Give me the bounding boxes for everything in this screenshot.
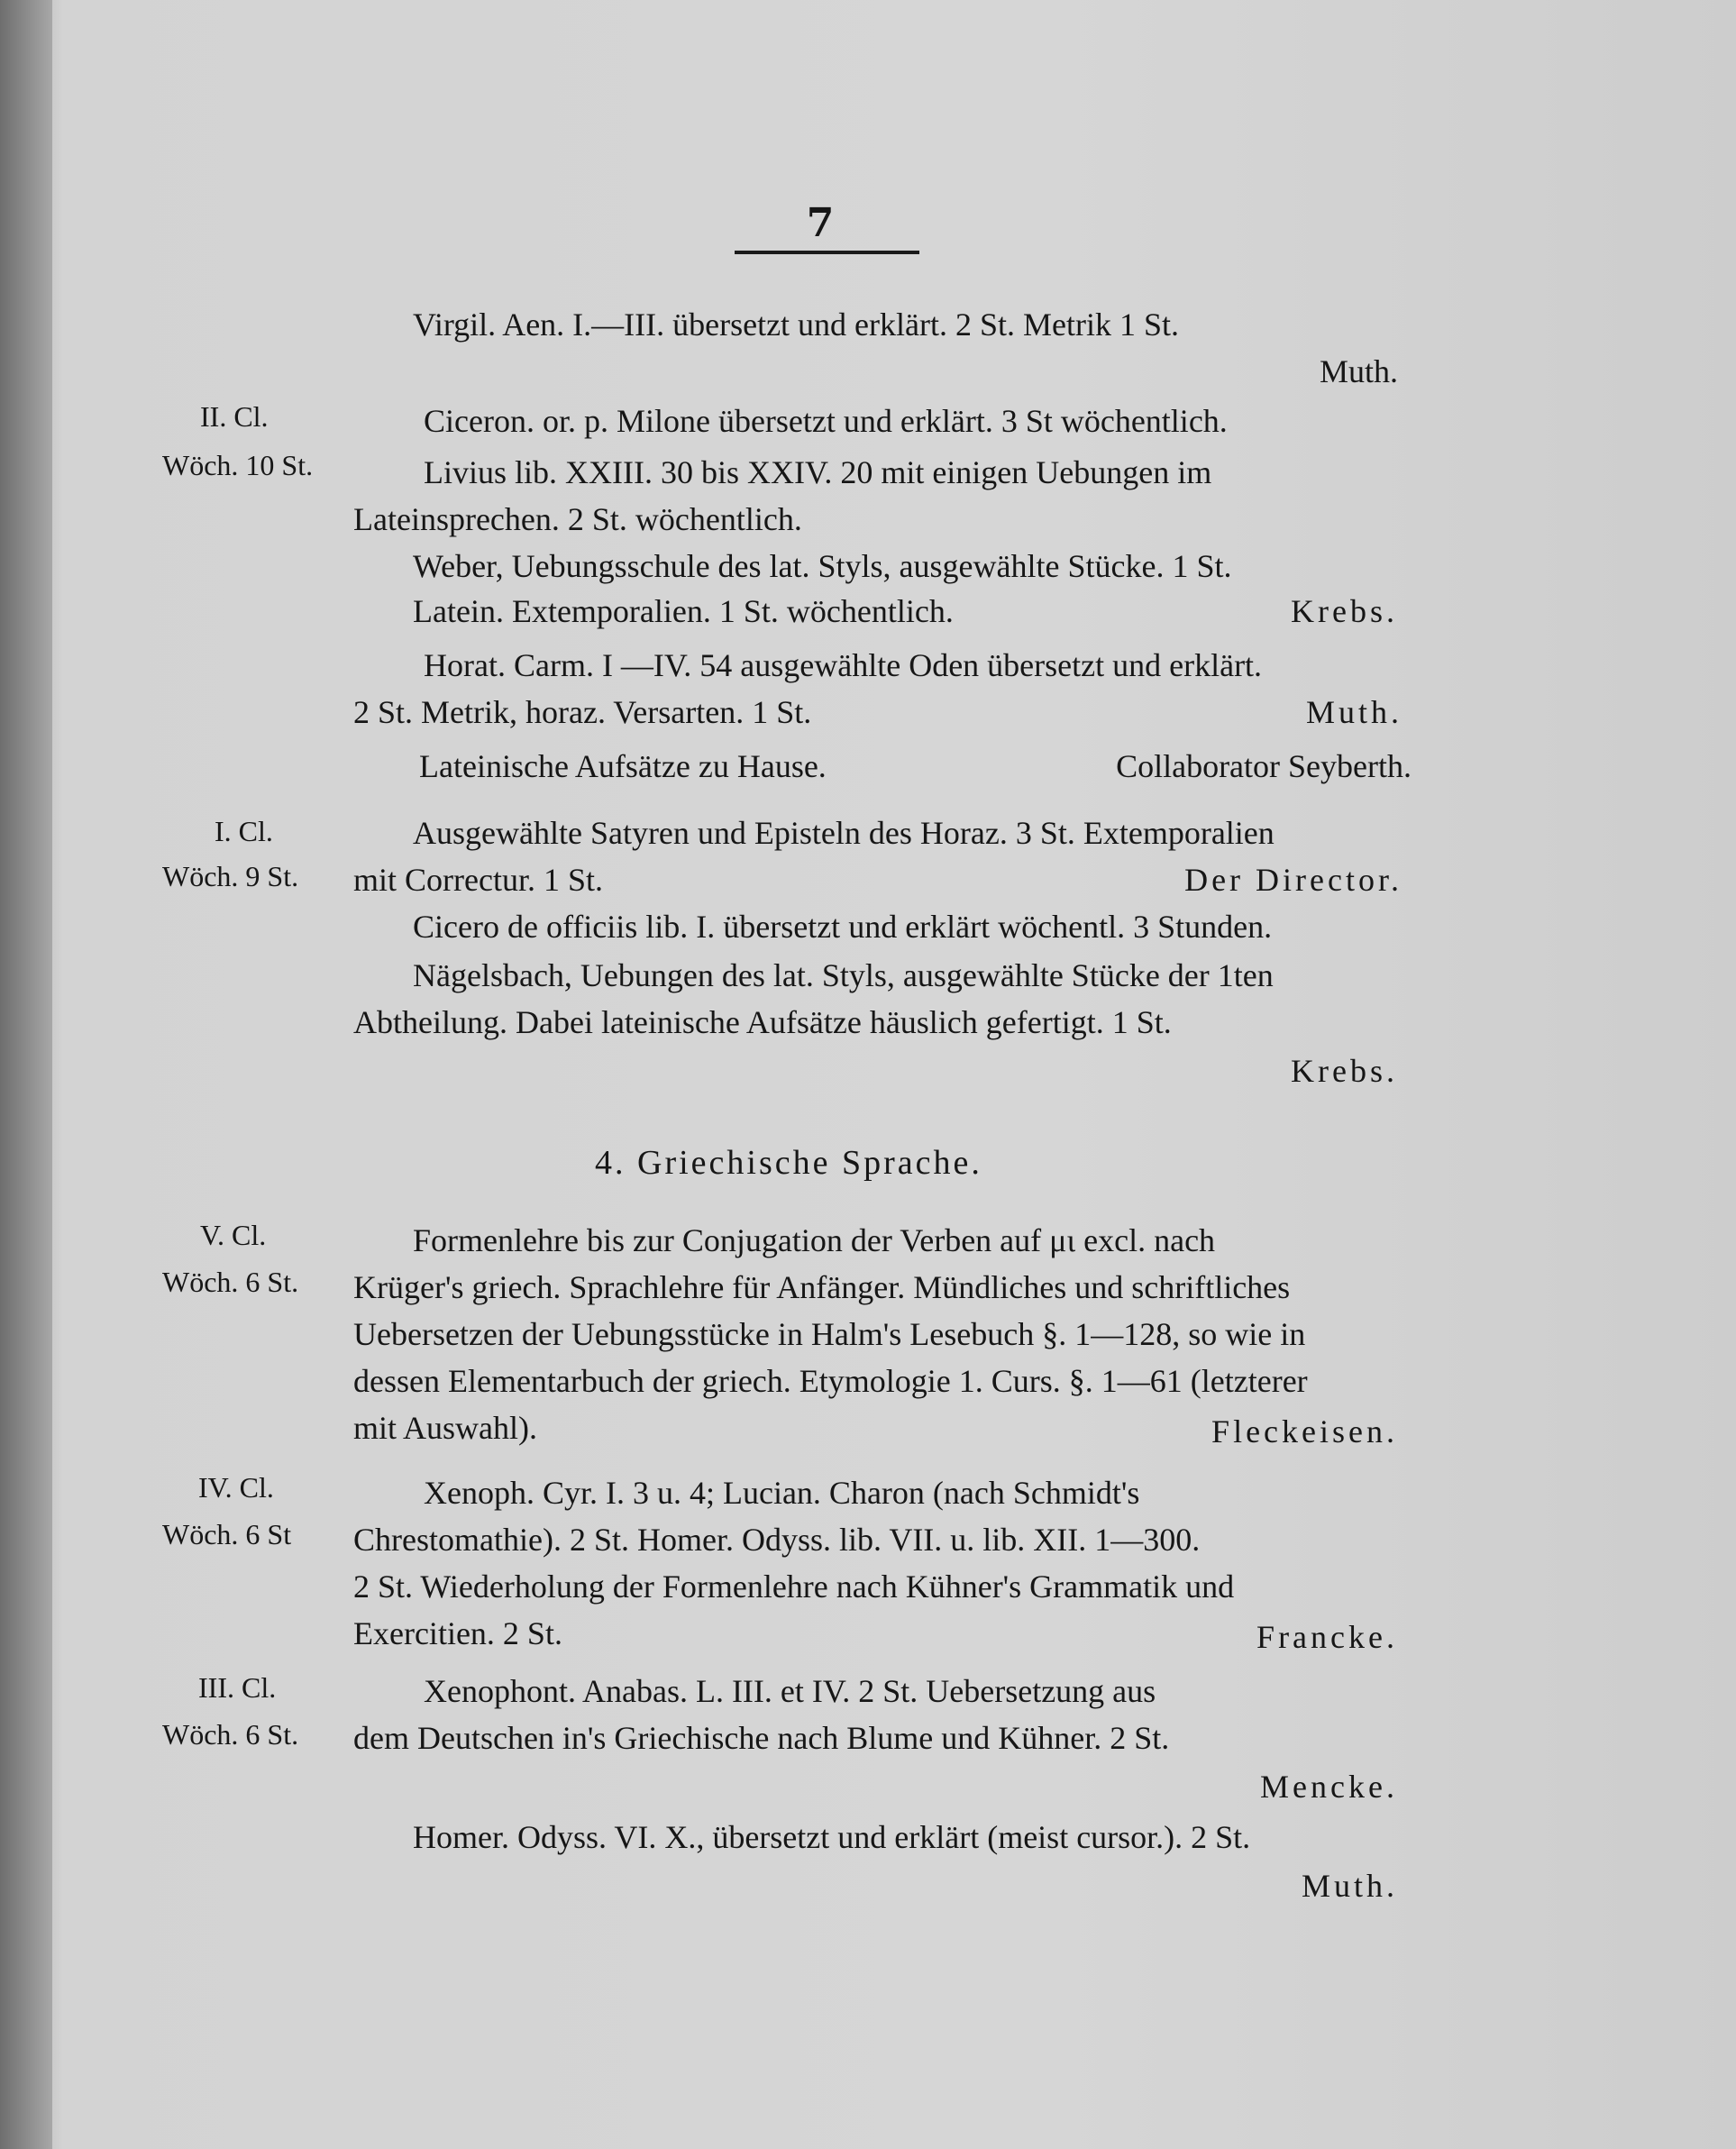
teacher-name: Der Director. <box>1184 862 1403 898</box>
teacher-name: Krebs. <box>1291 1053 1398 1089</box>
text-line: Xenoph. Cyr. I. 3 u. 4; Lucian. Charon (nach Schmidt's <box>424 1475 1140 1511</box>
text-line: 2 St. Wiederholung der Formenlehre nach Kühner's Grammatik und <box>353 1568 1235 1605</box>
text-line: Ciceron. or. p. Milone übersetzt und erklärt. 3 St wöchentlich. <box>424 403 1228 439</box>
text-line: Lateinische Aufsätze zu Hause. <box>419 748 827 784</box>
text-line: Livius lib. XXIII. 30 bis XXIV. 20 mit einigen Uebungen im <box>424 454 1212 490</box>
text-line: Nägelsbach, Uebungen des lat. Styls, ausgewählte Stücke der 1ten <box>413 957 1274 993</box>
class-label: III. Cl. <box>198 1671 277 1704</box>
hours-label: Wöch. 6 St <box>162 1518 292 1550</box>
text-line: Weber, Uebungsschule des lat. Styls, ausgewählte Stücke. 1 St. <box>413 548 1232 584</box>
hours-label: Wöch. 9 St. <box>162 860 299 892</box>
teacher-name: Collaborator Seyberth. <box>1116 748 1412 784</box>
text-line: Krüger's griech. Sprachlehre für Anfänger. Mündliches und schriftliches <box>353 1269 1291 1305</box>
teacher-name: Krebs. <box>1291 593 1398 629</box>
class-label: II. Cl. <box>200 400 269 433</box>
text-line: Homer. Odyss. VI. X., übersetzt und erklärt (meist cursor.). 2 St. <box>413 1819 1251 1855</box>
text-line: Cicero de officiis lib. I. übersetzt und erklärt wöchentl. 3 Stunden. <box>413 909 1273 945</box>
text-line: Virgil. Aen. I.—III. übersetzt und erklärt. 2 St. Metrik 1 St. <box>413 306 1180 343</box>
hours-label: Wöch. 6 St. <box>162 1266 299 1298</box>
teacher-name: Fleckeisen. <box>1211 1413 1398 1449</box>
section-heading: 4. Griechische Sprache. <box>595 1144 982 1182</box>
text-line: Lateinsprechen. 2 St. wöchentlich. <box>353 501 802 537</box>
class-label: V. Cl. <box>200 1219 267 1251</box>
teacher-name: Mencke. <box>1260 1769 1398 1805</box>
text-line: Uebersetzen der Uebungsstücke in Halm's Lesebuch §. 1—128, so wie in <box>353 1316 1306 1352</box>
text-line: Horat. Carm. I —IV. 54 ausgewählte Oden übersetzt und erklärt. <box>424 647 1263 683</box>
text-line: Xenophont. Anabas. L. III. et IV. 2 St. Uebersetzung aus <box>424 1673 1156 1709</box>
text-line: mit Auswahl). <box>353 1410 537 1446</box>
text-line: dessen Elementarbuch der griech. Etymologie 1. Curs. §. 1—61 (letzterer <box>353 1363 1308 1399</box>
hours-label: Wöch. 6 St. <box>162 1718 299 1751</box>
teacher-name: Muth. <box>1301 1868 1398 1904</box>
page-number-rule <box>735 251 919 254</box>
teacher-name: Francke. <box>1256 1619 1398 1655</box>
class-label: I. Cl. <box>215 815 273 847</box>
text-line: mit Correctur. 1 St. <box>353 862 603 898</box>
teacher-name: Muth. <box>1305 694 1403 730</box>
text-line: Chrestomathie). 2 St. Homer. Odyss. lib. VII. u. lib. XII. 1—300. <box>353 1522 1201 1558</box>
text-line: 2 St. Metrik, horaz. Versarten. 1 St. <box>353 694 812 730</box>
book-gutter-shadow <box>0 0 52 2149</box>
text-line: Formenlehre bis zur Conjugation der Verben auf μι excl. nach <box>413 1222 1216 1258</box>
text-line: Exercitien. 2 St. <box>353 1615 562 1651</box>
class-label: IV. Cl. <box>198 1471 274 1504</box>
text-line: Ausgewählte Satyren und Episteln des Horaz. 3 St. Extemporalien <box>413 815 1275 851</box>
text-line: Abtheilung. Dabei lateinische Aufsätze häuslich gefertigt. 1 St. <box>353 1004 1172 1040</box>
page-number: 7 <box>806 200 835 246</box>
text-line: dem Deutschen in's Griechische nach Blume und Kühner. 2 St. <box>353 1720 1170 1756</box>
text-line: Latein. Extemporalien. 1 St. wöchentlich. <box>413 593 954 629</box>
hours-label: Wöch. 10 St. <box>162 449 314 481</box>
teacher-name: Muth. <box>1319 353 1398 389</box>
